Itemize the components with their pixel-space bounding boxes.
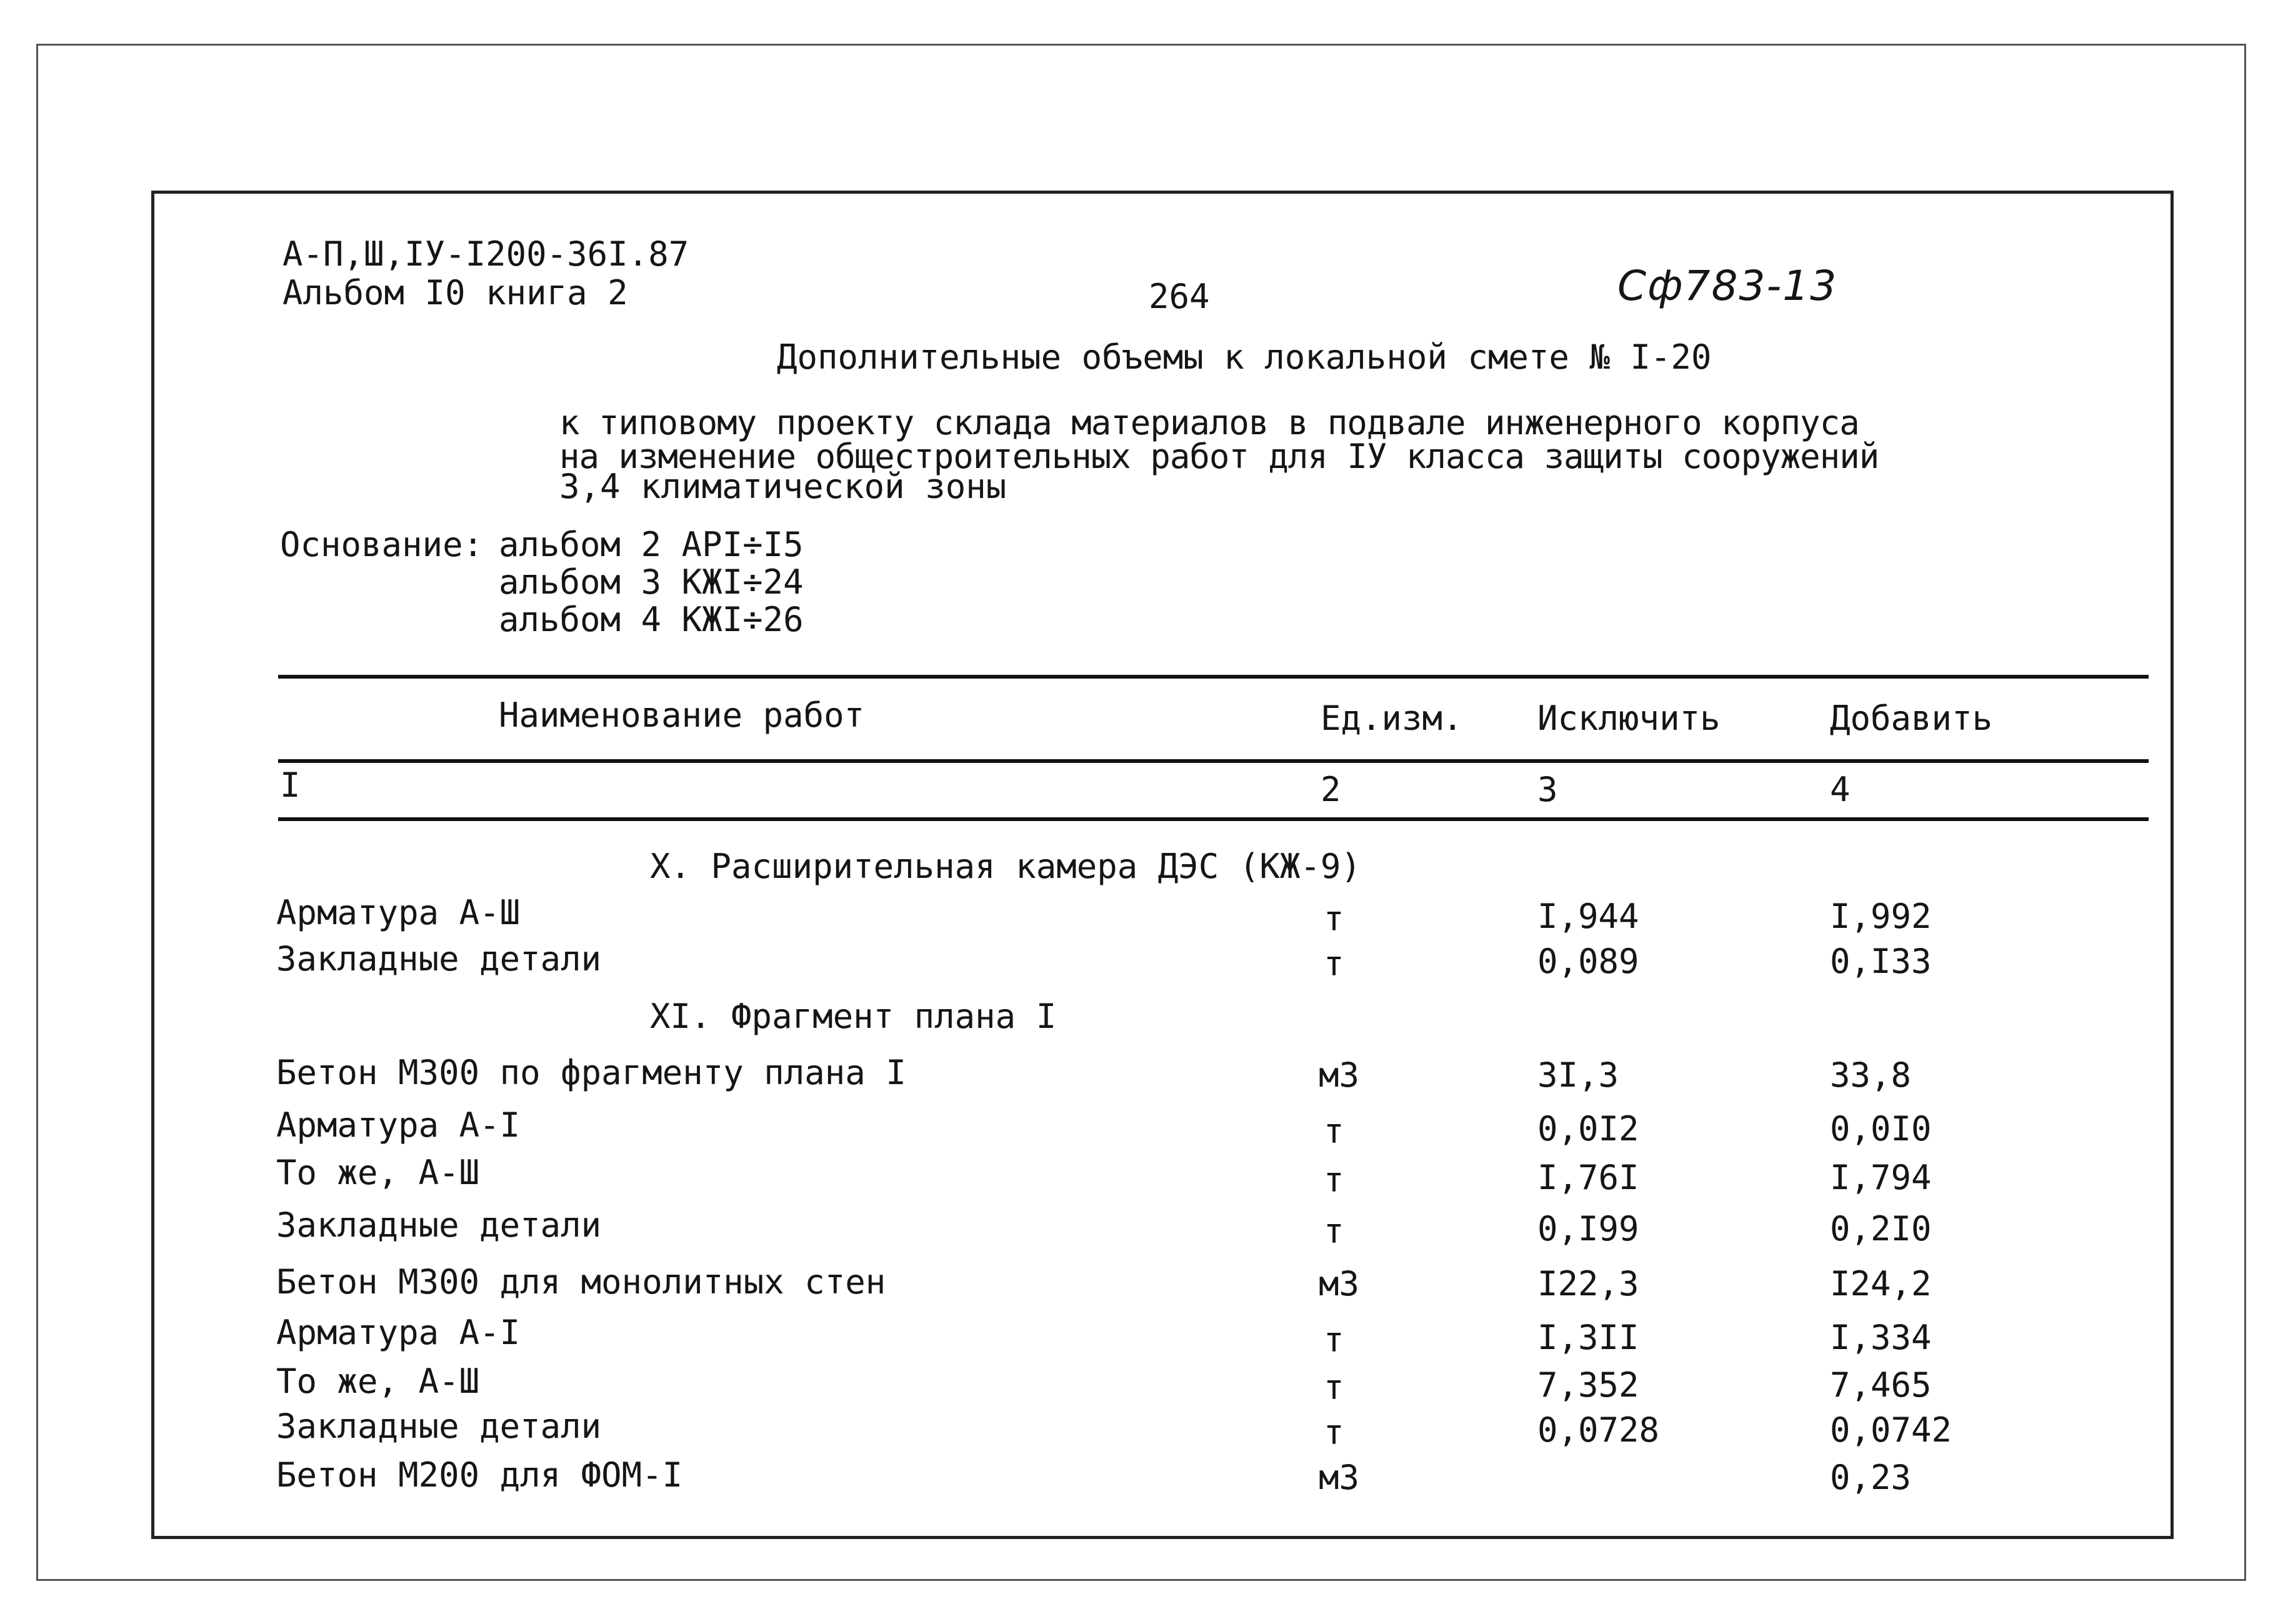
- unit: т: [1324, 899, 1344, 939]
- unit: т: [1324, 1160, 1344, 1200]
- basis-item: альбом 2 АРI÷I5: [499, 525, 804, 564]
- add-value: I,334: [1830, 1318, 1932, 1357]
- work-name: То же, А-Ш: [276, 1153, 480, 1192]
- table-numbers-rule: [278, 817, 2149, 821]
- add-value: 7,465: [1830, 1365, 1932, 1405]
- unit: т: [1324, 1112, 1344, 1151]
- table-header-rule: [278, 759, 2149, 763]
- add-value: 0,2I0: [1830, 1209, 1932, 1248]
- add-value: 0,0I0: [1830, 1109, 1932, 1148]
- document-code: А-П,Ш,IУ-I200-36I.87: [282, 234, 689, 274]
- column-header-add: Добавить: [1830, 699, 1993, 738]
- exclude-value: I,76I: [1537, 1158, 1639, 1197]
- unit: м3: [1319, 1458, 1360, 1497]
- basis-item: альбом 3 КЖI÷24: [499, 562, 804, 602]
- exclude-value: 0,0728: [1537, 1410, 1660, 1450]
- column-header-name: Наименование работ: [499, 695, 865, 735]
- add-value: 0,I33: [1830, 942, 1932, 981]
- basis-label: Основание:: [280, 525, 484, 564]
- add-value: 0,23: [1830, 1458, 1912, 1497]
- column-header-exclude: Исключить: [1537, 699, 1721, 738]
- work-name: Арматура А-Ш: [276, 893, 521, 932]
- work-name: Закладные детали: [276, 1205, 602, 1245]
- page-number: 264: [1149, 277, 1210, 316]
- work-name: Бетон М300 по фрагменту плана I: [276, 1053, 906, 1092]
- work-name: То же, А-Ш: [276, 1362, 480, 1401]
- album-reference: Альбом I0 книга 2: [282, 273, 628, 312]
- exclude-value: 7,352: [1537, 1365, 1639, 1405]
- subtitle-line-3: 3,4 климатической зоны: [559, 467, 1007, 506]
- exclude-value: 0,089: [1537, 942, 1639, 981]
- work-name: Закладные детали: [276, 939, 602, 979]
- exclude-value: I,3II: [1537, 1318, 1639, 1357]
- work-name: Арматура А-I: [276, 1313, 521, 1352]
- column-number: 2: [1321, 770, 1341, 809]
- work-name: Бетон М300 для монолитных стен: [276, 1262, 886, 1302]
- unit: т: [1324, 1368, 1344, 1407]
- table-top-rule: [278, 675, 2149, 679]
- column-number: 3: [1537, 770, 1558, 809]
- unit: т: [1324, 1413, 1344, 1452]
- add-value: 0,0742: [1830, 1410, 1952, 1450]
- add-value: 33,8: [1830, 1055, 1912, 1095]
- exclude-value: 3I,3: [1537, 1055, 1619, 1095]
- unit: т: [1324, 1320, 1344, 1360]
- column-number: I: [280, 765, 301, 805]
- subtitle-line-1: к типовому проекту склада материалов в подвале инженерного корпуса: [559, 403, 1859, 442]
- unit: м3: [1319, 1264, 1360, 1303]
- column-header-unit: Ед.изм.: [1321, 699, 1463, 738]
- unit: т: [1324, 944, 1344, 984]
- section-heading: XI. Фрагмент плана I: [650, 997, 1057, 1036]
- work-name: Арматура А-I: [276, 1105, 521, 1145]
- add-value: I,992: [1830, 897, 1932, 936]
- exclude-value: I22,3: [1537, 1264, 1639, 1303]
- basis-item: альбом 4 КЖI÷26: [499, 600, 804, 639]
- page-title: Дополнительные объемы к локальной смете № I-20: [777, 337, 1712, 377]
- exclude-value: I,944: [1537, 897, 1639, 936]
- subtitle-line-2: на изменение общестроительных работ для IУ класса защиты сооружений: [559, 437, 1879, 476]
- work-name: Закладные детали: [276, 1407, 602, 1446]
- exclude-value: 0,0I2: [1537, 1109, 1639, 1148]
- section-heading: X. Расширительная камера ДЭС (КЖ-9): [650, 847, 1361, 886]
- work-name: Бетон М200 для ФОМ-I: [276, 1455, 683, 1495]
- add-value: I,794: [1830, 1158, 1932, 1197]
- unit: т: [1324, 1212, 1344, 1251]
- column-number: 4: [1830, 770, 1851, 809]
- sheet-code: Сф783-13: [1617, 262, 1838, 310]
- add-value: I24,2: [1830, 1264, 1932, 1303]
- unit: м3: [1319, 1055, 1360, 1095]
- exclude-value: 0,I99: [1537, 1209, 1639, 1248]
